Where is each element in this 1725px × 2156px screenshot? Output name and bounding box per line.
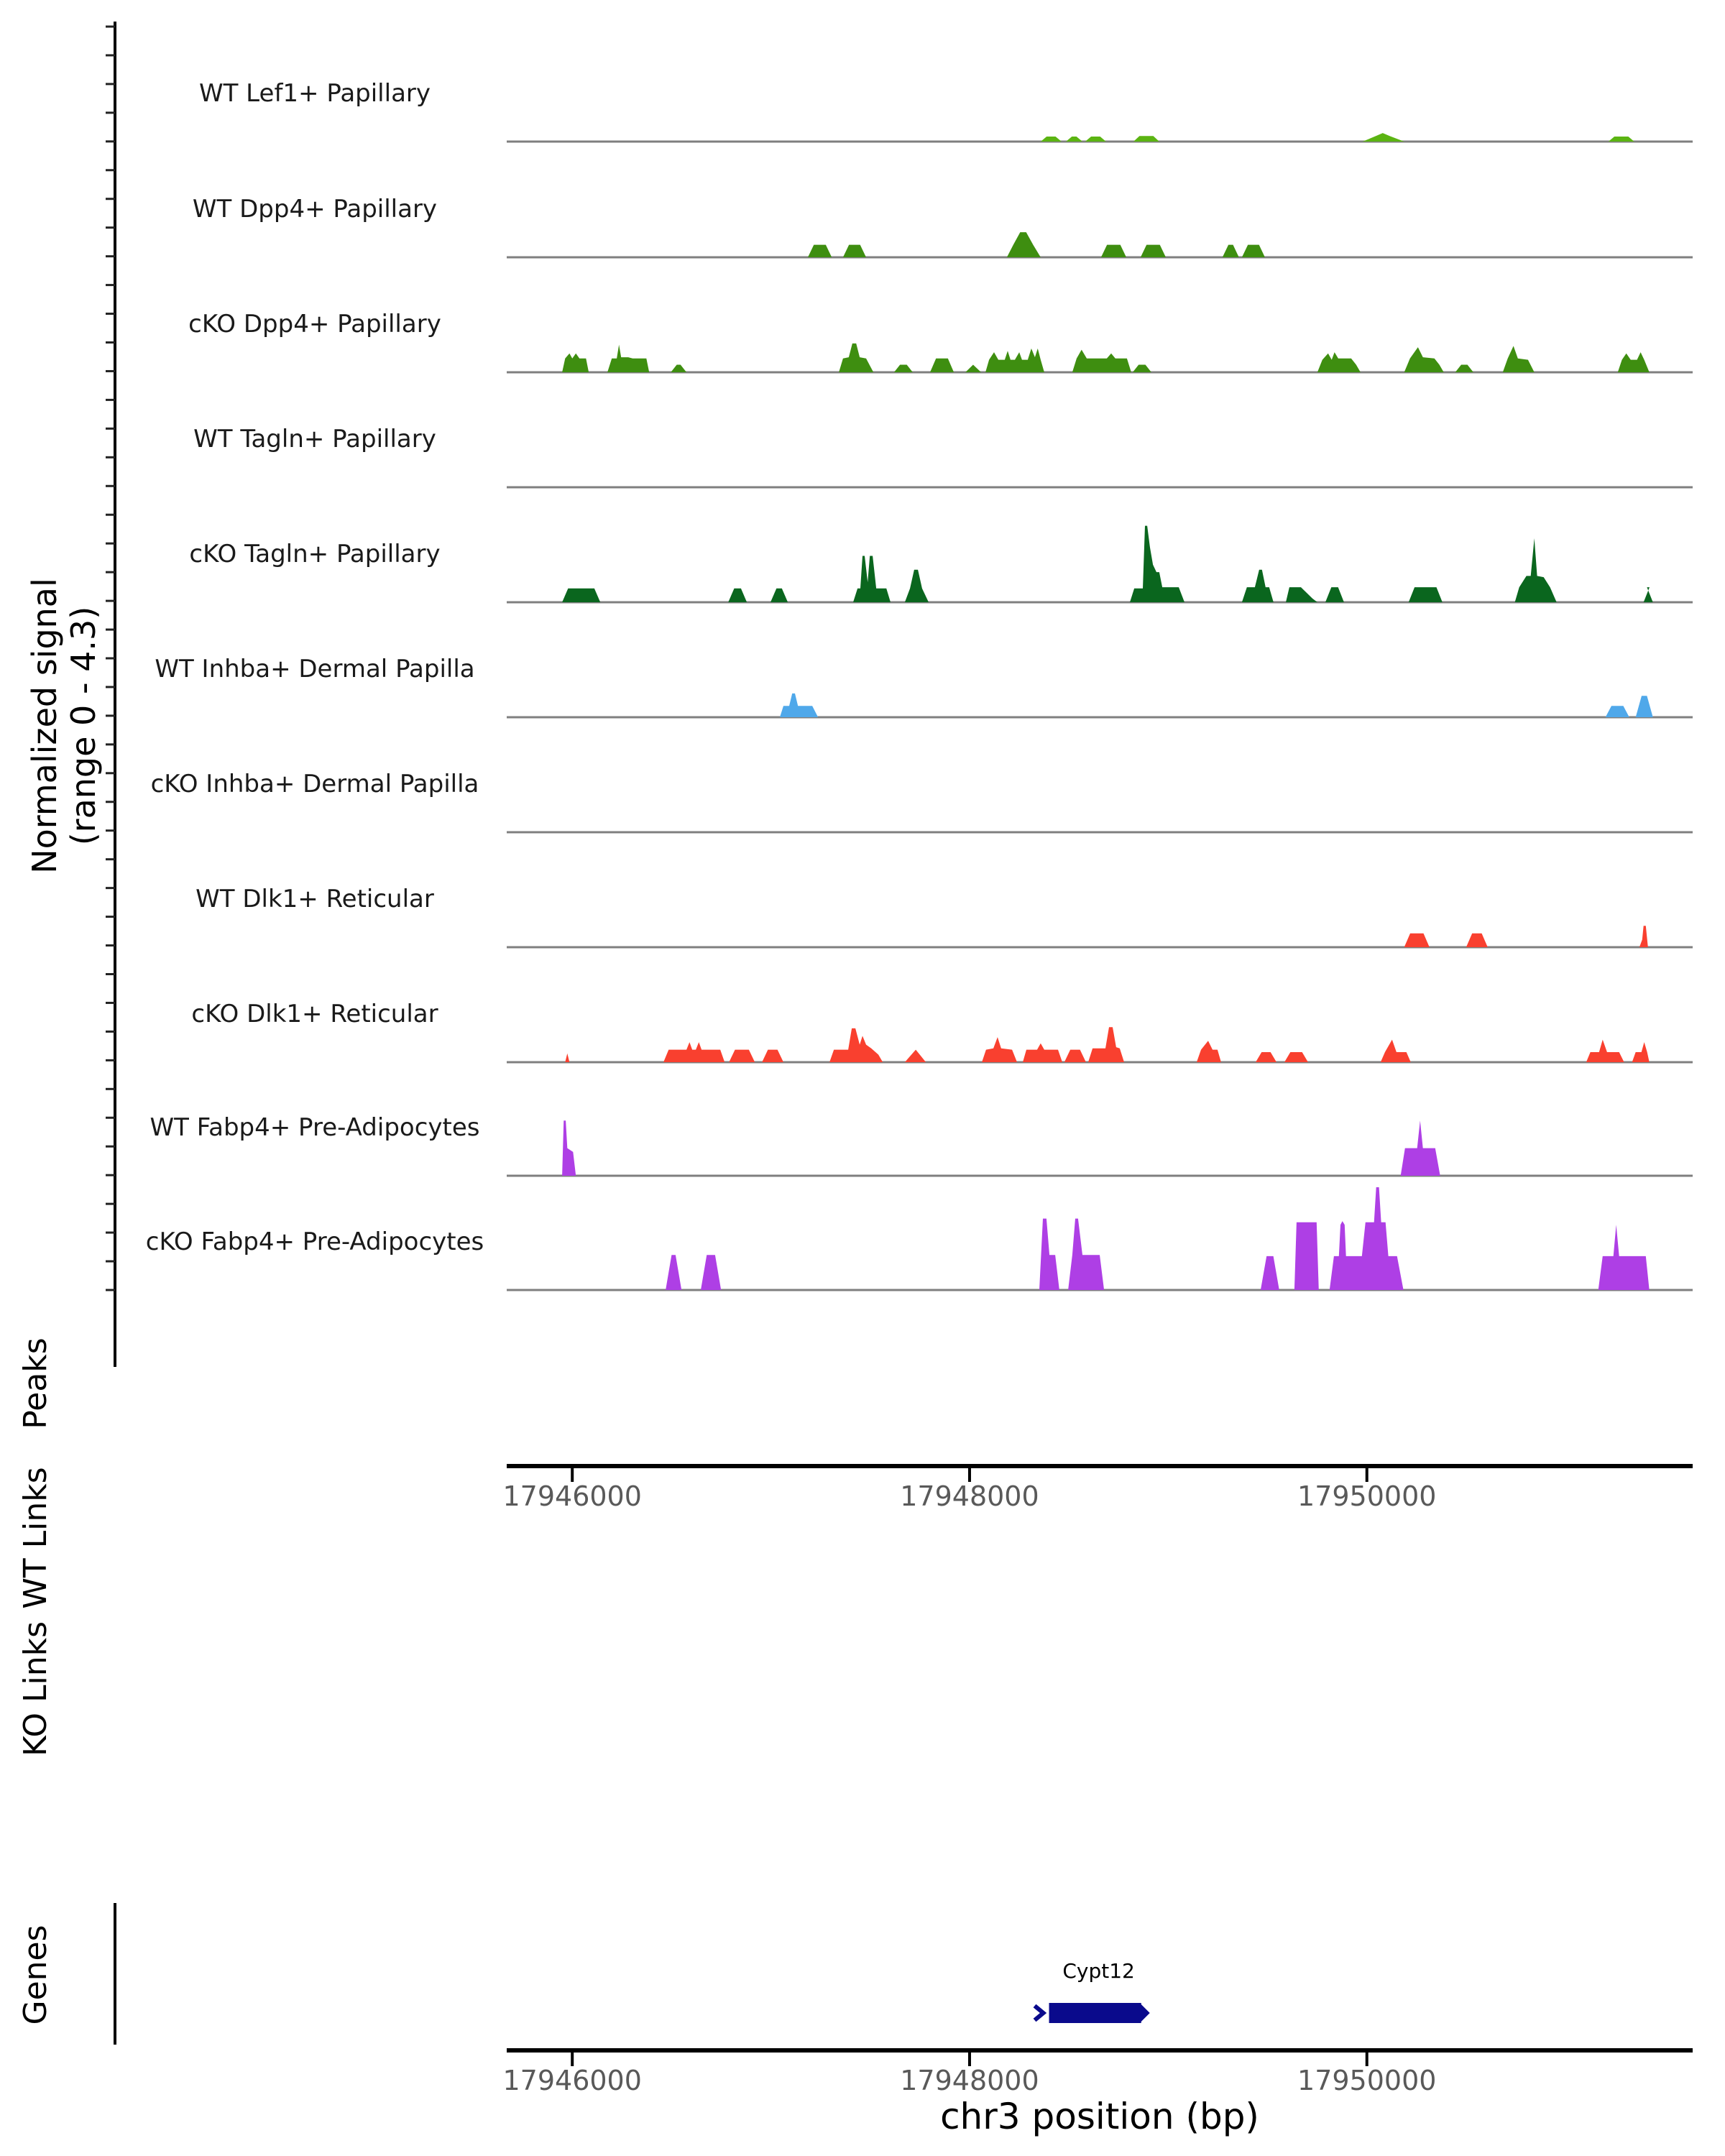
signal-peak xyxy=(1586,1040,1624,1062)
signal-peak xyxy=(1404,934,1430,947)
axis-tick-label: 17950000 xyxy=(1297,2065,1437,2096)
signal-peak xyxy=(1286,587,1317,602)
signal-peak xyxy=(1197,1041,1221,1062)
signal-peak xyxy=(1256,1052,1276,1062)
axis-tick-label: 17950000 xyxy=(1297,1480,1437,1512)
gene-label: Cypt12 xyxy=(1062,1959,1135,1983)
signal-peak xyxy=(1284,1052,1308,1062)
signal-peak xyxy=(1223,245,1239,257)
track-label: WT Tagln+ Papillary xyxy=(193,425,436,453)
signal-peak xyxy=(1381,1040,1411,1062)
signal-peak xyxy=(1242,570,1274,602)
signal-peak xyxy=(1639,926,1648,947)
signal-peak xyxy=(562,589,600,602)
signal-peak xyxy=(985,349,1044,372)
signal-peak xyxy=(1066,137,1082,142)
signal-peak xyxy=(843,245,866,257)
section-label-peaks: Peaks xyxy=(17,1337,54,1429)
signal-peak xyxy=(663,1042,724,1062)
track-label: cKO Tagln+ Papillary xyxy=(189,540,441,568)
signal-peak xyxy=(1363,133,1404,142)
signal-peak xyxy=(1064,1050,1086,1062)
signal-peak xyxy=(1133,136,1159,142)
signal-peak xyxy=(1141,245,1166,257)
signal-peak xyxy=(1330,1187,1404,1290)
signal-peak xyxy=(1632,1042,1650,1062)
signal-peak xyxy=(1618,352,1650,372)
signal-peak xyxy=(565,1054,569,1062)
signal-peak xyxy=(1041,137,1062,142)
signal-peak xyxy=(1515,538,1557,602)
signal-peak xyxy=(1007,232,1041,257)
signal-peak xyxy=(666,1255,681,1290)
track-label: WT Inhba+ Dermal Papilla xyxy=(155,655,475,683)
gene-arrowhead xyxy=(1140,2003,1150,2023)
signal-peak xyxy=(829,1028,883,1062)
signal-peak xyxy=(1261,1256,1279,1290)
signal-peak xyxy=(905,570,929,602)
section-label-ko-links: KO Links xyxy=(17,1621,54,1757)
signal-peak xyxy=(905,1050,926,1062)
signal-peak xyxy=(1072,350,1131,372)
signal-peak xyxy=(1101,245,1126,257)
signal-peak xyxy=(965,365,981,373)
axis-tick-label: 17946000 xyxy=(502,1480,642,1512)
track-label: cKO Inhba+ Dermal Papilla xyxy=(150,770,479,798)
signal-peak xyxy=(729,1050,755,1062)
track-label: cKO Dpp4+ Papillary xyxy=(188,310,441,338)
signal-peak xyxy=(671,365,686,373)
signal-peak xyxy=(701,1255,721,1290)
signal-peak xyxy=(780,694,818,717)
track-label: cKO Dlk1+ Reticular xyxy=(191,1000,438,1028)
y-axis-title-line2: (range 0 - 4.3) xyxy=(64,606,103,846)
x-axis-title: chr3 position (bp) xyxy=(940,2096,1259,2137)
signal-peak xyxy=(1325,587,1344,602)
signal-peak xyxy=(1609,137,1634,142)
gene-body xyxy=(1049,2003,1141,2023)
signal-peak xyxy=(770,589,788,602)
signal-peak xyxy=(894,365,913,373)
signal-peak xyxy=(1085,137,1106,142)
signal-peak xyxy=(1023,1044,1062,1062)
signal-peak xyxy=(1294,1222,1319,1290)
signal-peak xyxy=(1598,1225,1650,1290)
signal-peak xyxy=(728,589,747,602)
signal-peak xyxy=(562,354,589,372)
gene-strand-chevron xyxy=(1035,2006,1044,2020)
axis-tick-label: 17948000 xyxy=(900,2065,1039,2096)
track-label: WT Dpp4+ Papillary xyxy=(192,195,438,224)
signal-peak xyxy=(853,556,891,603)
signal-peak xyxy=(1317,352,1361,372)
signal-peak xyxy=(1606,706,1629,717)
signal-peak xyxy=(930,359,954,372)
signal-peak xyxy=(607,345,649,372)
signal-peak xyxy=(1401,1120,1440,1176)
track-label: WT Fabp4+ Pre-Adipocytes xyxy=(150,1113,480,1142)
signal-peak xyxy=(1644,587,1653,602)
signal-peak xyxy=(808,245,832,257)
axis-tick-label: 17946000 xyxy=(502,2065,642,2096)
plot-render-root xyxy=(17,22,1693,2096)
signal-peak xyxy=(1466,934,1488,947)
axis-tick-label: 17948000 xyxy=(900,1480,1039,1512)
track-label: WT Dlk1+ Reticular xyxy=(196,885,434,913)
signal-peak xyxy=(839,344,873,372)
signal-peak xyxy=(1130,526,1184,602)
signal-peak xyxy=(1242,245,1265,257)
signal-peak xyxy=(1039,1219,1104,1290)
signal-peak xyxy=(1133,365,1151,373)
signal-peak xyxy=(762,1050,783,1062)
track-label: cKO Fabp4+ Pre-Adipocytes xyxy=(145,1227,484,1256)
signal-peak xyxy=(982,1037,1017,1062)
signal-peak xyxy=(1455,365,1473,373)
signal-peak xyxy=(1404,347,1444,372)
signal-peak xyxy=(1409,587,1443,602)
y-axis-title-line1: Normalized signal xyxy=(25,578,64,874)
section-label-genes: Genes xyxy=(17,1925,54,2025)
signal-peak xyxy=(562,1120,576,1176)
signal-peak xyxy=(1088,1027,1124,1062)
section-label-wt-links: WT Links xyxy=(17,1467,54,1609)
signal-peak xyxy=(1503,346,1535,372)
signal-peak xyxy=(1636,696,1653,717)
track-label: WT Lef1+ Papillary xyxy=(198,79,431,108)
